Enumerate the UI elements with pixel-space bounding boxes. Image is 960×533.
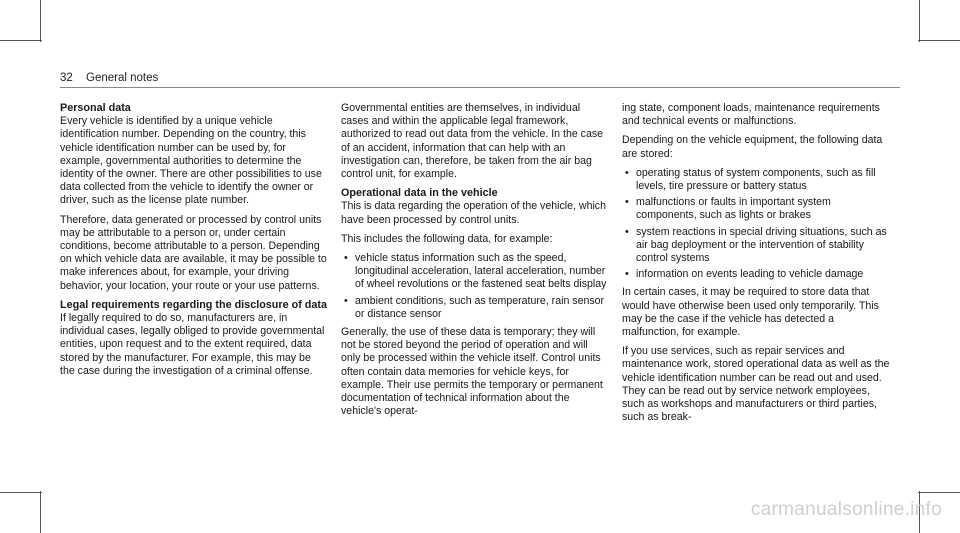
text-column-2 (341, 102, 609, 424)
bullet-list (622, 167, 890, 282)
paragraph: This includes the following data, for example: (341, 232, 553, 245)
crop-mark (919, 0, 920, 42)
paragraph: Governmental entities are themselves, in individual cases and within the applicable legal framework, authorized to read out data from the vehicle. In the case of an accident, information that can help with an investigation can, therefore, be taken from the air bag control unit, for example. (341, 102, 604, 181)
crop-mark (0, 40, 42, 41)
list-item: • ambient conditions, such as temperature, rain sensor or distance sensor (341, 295, 609, 321)
paragraph: Every vehicle is identified by a unique vehicle identification number. Depending on the country, this vehicle identification number can be used by, for example, governmental authorities to determine the identity of the owner. There are other possibilities to use data collected from the vehicle to identify the owner or driver, such as the license plate number. (60, 115, 322, 207)
list-item: • operating status of system components, such as fill levels, tire pressure or battery status (622, 167, 890, 193)
text-column-1 (60, 102, 328, 384)
heading-personal-data: Personal data (60, 102, 131, 114)
crop-mark (918, 492, 960, 493)
crop-mark (40, 491, 41, 533)
paragraph: Therefore, data generated or processed by control units may be attributable to a person or, under certain conditions, become attributable to a person. Depending on which vehicle data are available, it may be possible to make inferences about, for example, your driving behavior, your location, your route or your use patterns. (60, 213, 327, 292)
paragraph: If legally required to do so, manufacturers are, in individual cases, legally obliged to provide governmental entities, upon request and to the extent required, data stored by the manufacturer. For example, this may be the case during the investigation of a criminal offense. (60, 312, 325, 377)
paragraph: In certain cases, it may be required to store data that would have otherwise been used only temporarily. This may be the case if the vehicle has detected a malfunction, for example. (622, 286, 879, 339)
page-number: 32 (60, 72, 73, 84)
paragraph: This is data regarding the operation of the vehicle, which have been processed by control units. (341, 200, 606, 226)
crop-mark (0, 492, 42, 493)
bullet-list (341, 252, 609, 321)
text-column-3 (622, 102, 890, 430)
list-item: • information on events leading to vehicle damage (622, 268, 890, 281)
paragraph: If you use services, such as repair services and maintenance work, stored operational data as well as the vehicle identification number can be read out and used. They can be read out by service network employees, such as workshops and manufacturers or third parties, such as break- (622, 345, 890, 424)
heading-legal-requirements: Legal requirements regarding the disclosure of data (60, 298, 327, 311)
crop-mark (918, 40, 960, 41)
section-title: General notes (86, 72, 159, 84)
watermark: carmanualsonline.info (750, 499, 942, 520)
header-divider (60, 87, 900, 88)
page-header (60, 72, 158, 84)
list-item: • malfunctions or faults in important system components, such as lights or brakes (622, 196, 890, 222)
list-item: • system reactions in special driving situations, such as air bag deployment or the intervention of stability control systems (622, 226, 890, 266)
list-item: • vehicle status information such as the speed, longitudinal acceleration, lateral acceleration, number of wheel revolutions or the fastened seat belts display (341, 252, 609, 292)
paragraph: Generally, the use of these data is temporary; they will not be stored beyond the period of operation and will only be processed within the vehicle itself. Control units often contain data memories for vehicle keys, for example. Their use permits the temporary or permanent documentation of technical information about the vehicle's operat- (341, 326, 603, 418)
crop-mark (40, 0, 41, 42)
heading-operational-data: Operational data in the vehicle (341, 187, 498, 200)
paragraph: ing state, component loads, maintenance requirements and technical events or malfunctions. (622, 102, 880, 128)
paragraph: Depending on the vehicle equipment, the following data are stored: (622, 134, 883, 160)
